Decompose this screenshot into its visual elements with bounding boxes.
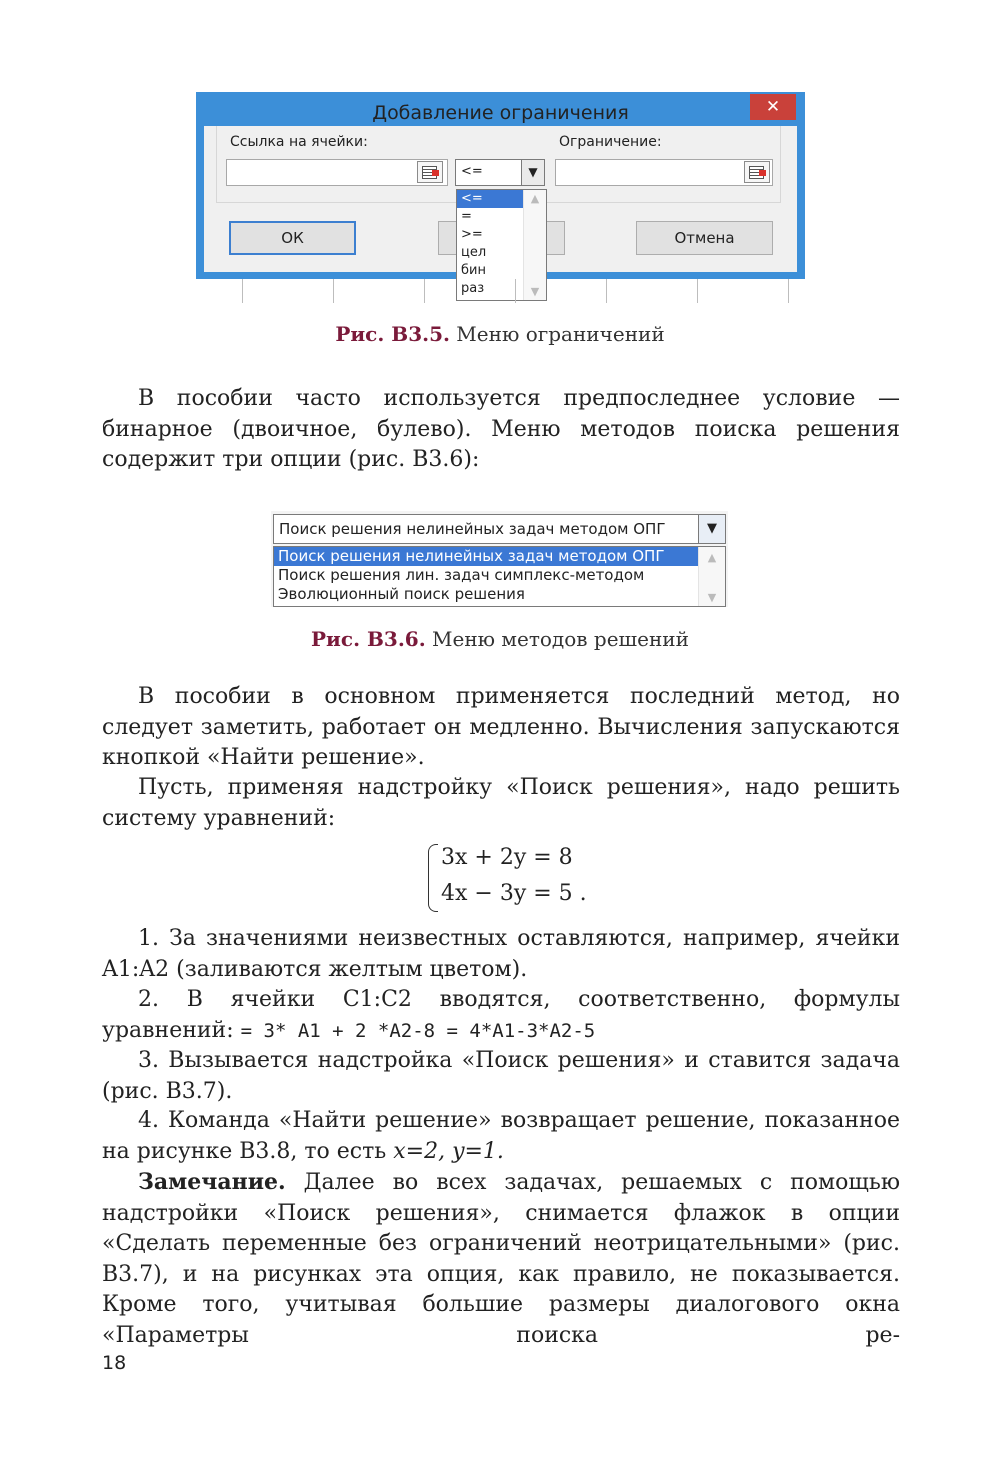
method-option[interactable]: Эволюционный поиск решения [278,585,525,603]
operator-select[interactable] [455,159,545,186]
constraint-label: Ограничение: [559,134,662,150]
caption-text: Меню методов решений [425,627,689,651]
caption-number: Рис. В3.5. [335,322,450,346]
ok-button[interactable]: ОК [229,221,356,255]
list-item [102,1106,900,1167]
method-option[interactable]: Поиск решения лин. задач симплекс-методом [278,566,645,584]
remark-paragraph [102,1167,900,1351]
solving-method-select [271,511,728,607]
scroll-up-icon[interactable]: ▲ [707,551,717,564]
equation-system [428,842,588,914]
list-item: 1. За значениями неизвестных оставляются, например, ячейки A1:A2 (заливаются желтым цветом). [102,926,900,982]
chevron-down-icon[interactable]: ▼ [698,515,725,543]
caption-number: Рис. В3.6. [311,627,426,651]
operator-option[interactable]: <= [457,190,523,208]
operator-option[interactable]: >= [461,227,483,242]
caption-text: Меню ограничений [449,322,665,346]
list-item: 3. Вызывается надстройка «Поиск решения» и ставится задача (рис. В3.7). [102,1048,900,1104]
figure-caption [0,627,1000,651]
operator-option[interactable]: цел [461,245,487,260]
cell-ref-input[interactable] [226,159,448,186]
operator-value: <= [461,164,483,179]
method-dropdown-list [273,546,726,607]
method-combo[interactable] [273,514,726,544]
scroll-down-icon[interactable]: ▼ [707,591,717,604]
operator-option[interactable]: раз [461,281,485,296]
constraint-range-picker-icon[interactable] [744,161,770,183]
equation-2: 4x − 3y = 5 . [441,881,587,906]
operator-option[interactable]: бин [461,263,486,278]
close-icon[interactable]: ✕ [750,94,796,120]
left-brace [428,844,438,912]
paragraph: В пособии в основном применяется последний метод, но следует заметить, работает он медленно. Вычисления запускаются кнопкой «Найти решение». [102,684,900,770]
method-option[interactable]: Поиск решения нелинейных задач методом ОПГ [274,547,698,566]
equation-1: 3x + 2y = 8 [441,845,573,870]
method-selected-value: Поиск решения нелинейных задач методом ОПГ [279,520,666,538]
paragraph: Пусть, применяя надстройку «Поиск решения», надо решить систему уравнений: [102,775,900,831]
remark-label: Замечание. [138,1169,286,1195]
paragraph: В пособии часто используется предпоследнее условие — бинарное (двоичное, булево). Меню методов поиска решения содержит три опции (рис. В3.6): [102,386,900,472]
operator-option[interactable]: = [461,209,472,224]
chevron-down-icon[interactable]: ▼ [521,160,544,185]
list-item-text: 4. Команда «Найти решение» возвращает решение, показанное на рисунке В3.8, то есть [102,1108,900,1164]
scroll-down-icon[interactable]: ▼ [530,285,540,298]
spreadsheet-grid-lines [196,279,805,303]
list-item-text: 2. В ячейки C1:C2 вводятся, соответственно, формулы уравнений: [102,987,900,1043]
remark-text: Далее во всех задачах, решаемых с помощью надстройки «Поиск решения», снимается флажок в опции «Сделать переменные без ограничений неотрицательными» (рис. В3.7), и на рисунках эта опция, как правило, не показывается. Кроме того, учитывая большие размеры диалогового окна «Параметры поиска ре- [102,1170,900,1348]
formula-text: = 3* A1 + 2 *A2-8 = 4*A1-3*A2-5 [240,1019,596,1042]
scroll-up-icon[interactable]: ▲ [530,192,540,205]
list-item [102,985,900,1046]
figure-caption [0,322,1000,346]
cell-ref-label: Ссылка на ячейки: [230,134,368,150]
solution-text: x=2, y=1. [393,1138,504,1164]
cancel-button[interactable]: Отмена [636,221,773,255]
constraint-input[interactable] [555,159,773,186]
dialog-title: Добавление ограничения [372,102,629,124]
list-scrollbar[interactable] [698,547,725,606]
cell-range-picker-icon[interactable] [417,161,443,183]
page-number: 18 [102,1352,127,1374]
